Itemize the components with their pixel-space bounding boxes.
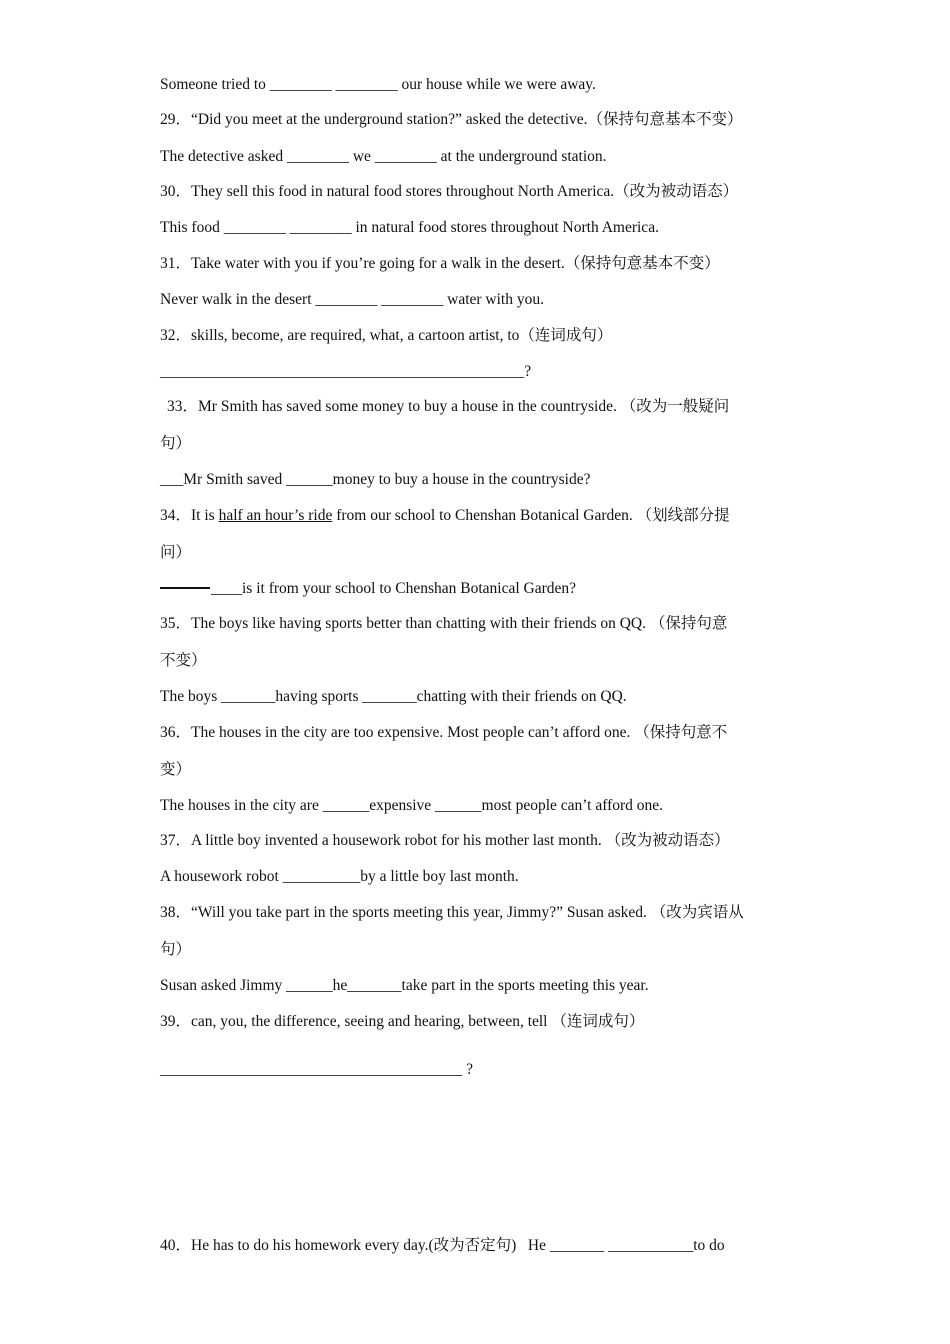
question-32: 32．skills, become, are required, what, a cartoon artist, to（连词成句） — [160, 327, 613, 344]
answer-line: Susan asked Jimmy ______he_______take part in the sports meeting this year. — [160, 977, 649, 994]
underlined-phrase: half an hour’s ride — [218, 507, 333, 524]
answer-line: Never walk in the desert ________ ________ water with you. — [160, 291, 544, 308]
question-34-cont: 问） — [160, 544, 192, 561]
answer-line: ___Mr Smith saved ______money to buy a house in the countryside? — [160, 471, 591, 488]
question-36-cont: 变） — [160, 761, 192, 778]
question-37: 37．A little boy invented a housework robot for his mother last month. （改为被动语态） — [160, 832, 730, 849]
question-35-cont: 不变） — [160, 652, 207, 669]
q34-end: from our school to Chenshan Botanical Garden. （划线部分提 — [332, 507, 730, 524]
question-33-cont: 句） — [160, 435, 192, 452]
answer-line: This food ________ ________ in natural food stores throughout North America. — [160, 219, 659, 236]
answer-line: A housework robot __________by a little boy last month. — [160, 868, 519, 885]
question-40: 40．He has to do his homework every day.(改为否定句) He _______ ___________to do — [160, 1237, 725, 1254]
answer-line: The houses in the city are ______expensive ______most people can’t afford one. — [160, 797, 664, 814]
answer-line: The boys _______having sports _______chatting with their friends on QQ. — [160, 688, 627, 705]
question-34 — [160, 506, 730, 526]
text-line: Someone tried to ________ ________ our house while we were away. — [160, 76, 596, 93]
question-33: 33．Mr Smith has saved some money to buy a house in the countryside. （改为一般疑问 — [167, 398, 730, 415]
solid-blank — [160, 587, 210, 589]
answer-34-text: ____is it from your school to Chenshan Botanical Garden? — [211, 580, 577, 597]
question-35: 35．The boys like having sports better than chatting with their friends on QQ. （保持句意 — [160, 615, 728, 632]
answer-line: _______________________________________________? — [160, 363, 532, 380]
question-31: 31．Take water with you if you’re going for a walk in the desert.（保持句意基本不变） — [160, 255, 720, 272]
answer-line: _______________________________________ ? — [160, 1061, 474, 1078]
question-38: 38．“Will you take part in the sports meeting this year, Jimmy?” Susan asked. （改为宾语从 — [160, 904, 744, 921]
question-38-cont: 句） — [160, 941, 192, 958]
question-36: 36．The houses in the city are too expensive. Most people can’t afford one. （保持句意不 — [160, 724, 728, 741]
q34-start: 34．It is — [160, 507, 219, 524]
question-39: 39．can, you, the difference, seeing and hearing, between, tell （连词成句） — [160, 1013, 645, 1030]
question-29: 29．“Did you meet at the underground station?” asked the detective.（保持句意基本不变） — [160, 111, 743, 128]
question-30: 30．They sell this food in natural food stores throughout North America.（改为被动语态） — [160, 183, 739, 200]
answer-line — [160, 579, 576, 599]
answer-line: The detective asked ________ we ________ at the underground station. — [160, 148, 607, 165]
